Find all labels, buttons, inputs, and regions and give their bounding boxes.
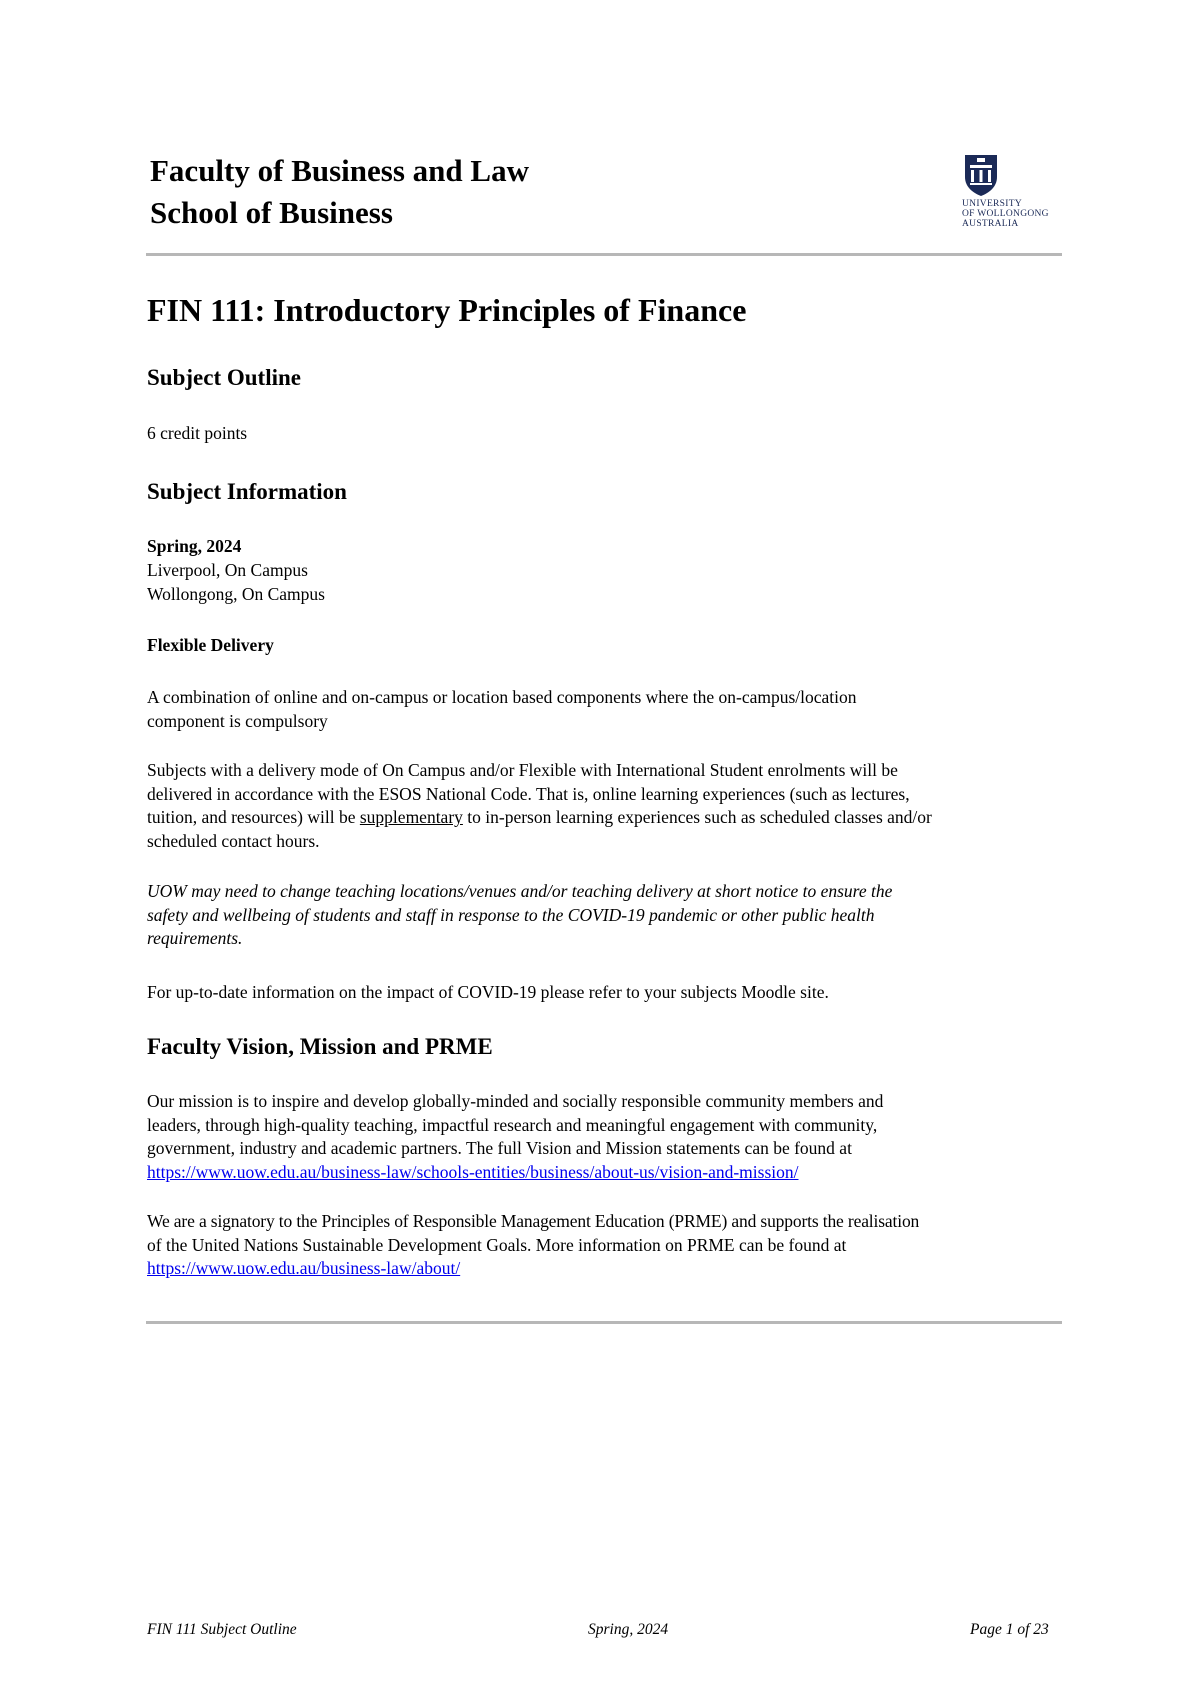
vision-mission-link[interactable]: https://www.uow.edu.au/business-law/schools-entities/business/about-us/vision-and-mission/	[147, 1161, 799, 1182]
mission-paragraph: Our mission is to inspire and develop globally-minded and socially responsible community members and leaders, through high-quality teaching, impactful research and meaningful engagement with community, government, industry and academic partners. The full Vision and Mission statements can be found at https://www.uow.edu.au/business-law/schools-entities/business/about-us/vision-and-mission/	[147, 1091, 884, 1182]
crest-icon	[962, 153, 1000, 197]
footer-page-number: Page 1 of 23	[970, 1621, 1049, 1638]
credit-points: 6 credit points	[147, 423, 248, 443]
vision-heading: Faculty Vision, Mission and PRME	[147, 1034, 493, 1059]
supplementary-emphasis: supplementary	[359, 807, 463, 827]
subject-title: FIN 111: Introductory Principles of Finance	[147, 292, 747, 328]
logo-wordmark: UNIVERSITY OF WOLLONGONG AUSTRALIA	[962, 199, 1049, 229]
footer-session: Spring, 2024	[588, 1621, 669, 1638]
delivery-description: A combination of online and on-campus or location based components where the on-campus/location component is compulsory	[147, 687, 857, 731]
faculty-name: Faculty of Business and Law	[150, 153, 529, 188]
school-name: School of Business	[150, 195, 393, 230]
covid-info: For up-to-date information on the impact of COVID-19 please refer to your subjects Moodle site.	[147, 982, 829, 1002]
delivery-heading: Flexible Delivery	[147, 635, 274, 655]
location-liverpool: Liverpool, On Campus	[147, 560, 308, 580]
header-divider	[146, 253, 1062, 256]
location-wollongong: Wollongong, On Campus	[147, 584, 325, 604]
prme-link[interactable]: https://www.uow.edu.au/business-law/about/	[147, 1258, 461, 1278]
covid-notice: UOW may need to change teaching locations/venues and/or teaching delivery at short notice to ensure the safety and wellbeing of students and staff in response to the COVID-19 pandemic or other public health requirements.	[147, 881, 893, 948]
subject-information-heading: Subject Information	[147, 479, 347, 504]
subject-outline-heading: Subject Outline	[147, 365, 301, 390]
session: Spring, 2024	[147, 536, 242, 556]
university-logo	[962, 153, 1072, 233]
prme-paragraph: We are a signatory to the Principles of Responsible Management Education (PRME) and supports the realisation of the United Nations Sustainable Development Goals. More information on PRME can be found at https://www.uow.edu.au/business-law/about/	[147, 1211, 920, 1278]
esos-paragraph: Subjects with a delivery mode of On Campus and/or Flexible with International Student enrolments will be delivered in accordance with the ESOS National Code. That is, online learning experiences (such as lectures, tuition, and resources) will be supplementary to in-person learning experiences such as scheduled classes and/or scheduled contact hours.	[147, 760, 932, 851]
content-divider	[146, 1321, 1062, 1324]
footer-subject: FIN 111 Subject Outline	[147, 1621, 297, 1638]
